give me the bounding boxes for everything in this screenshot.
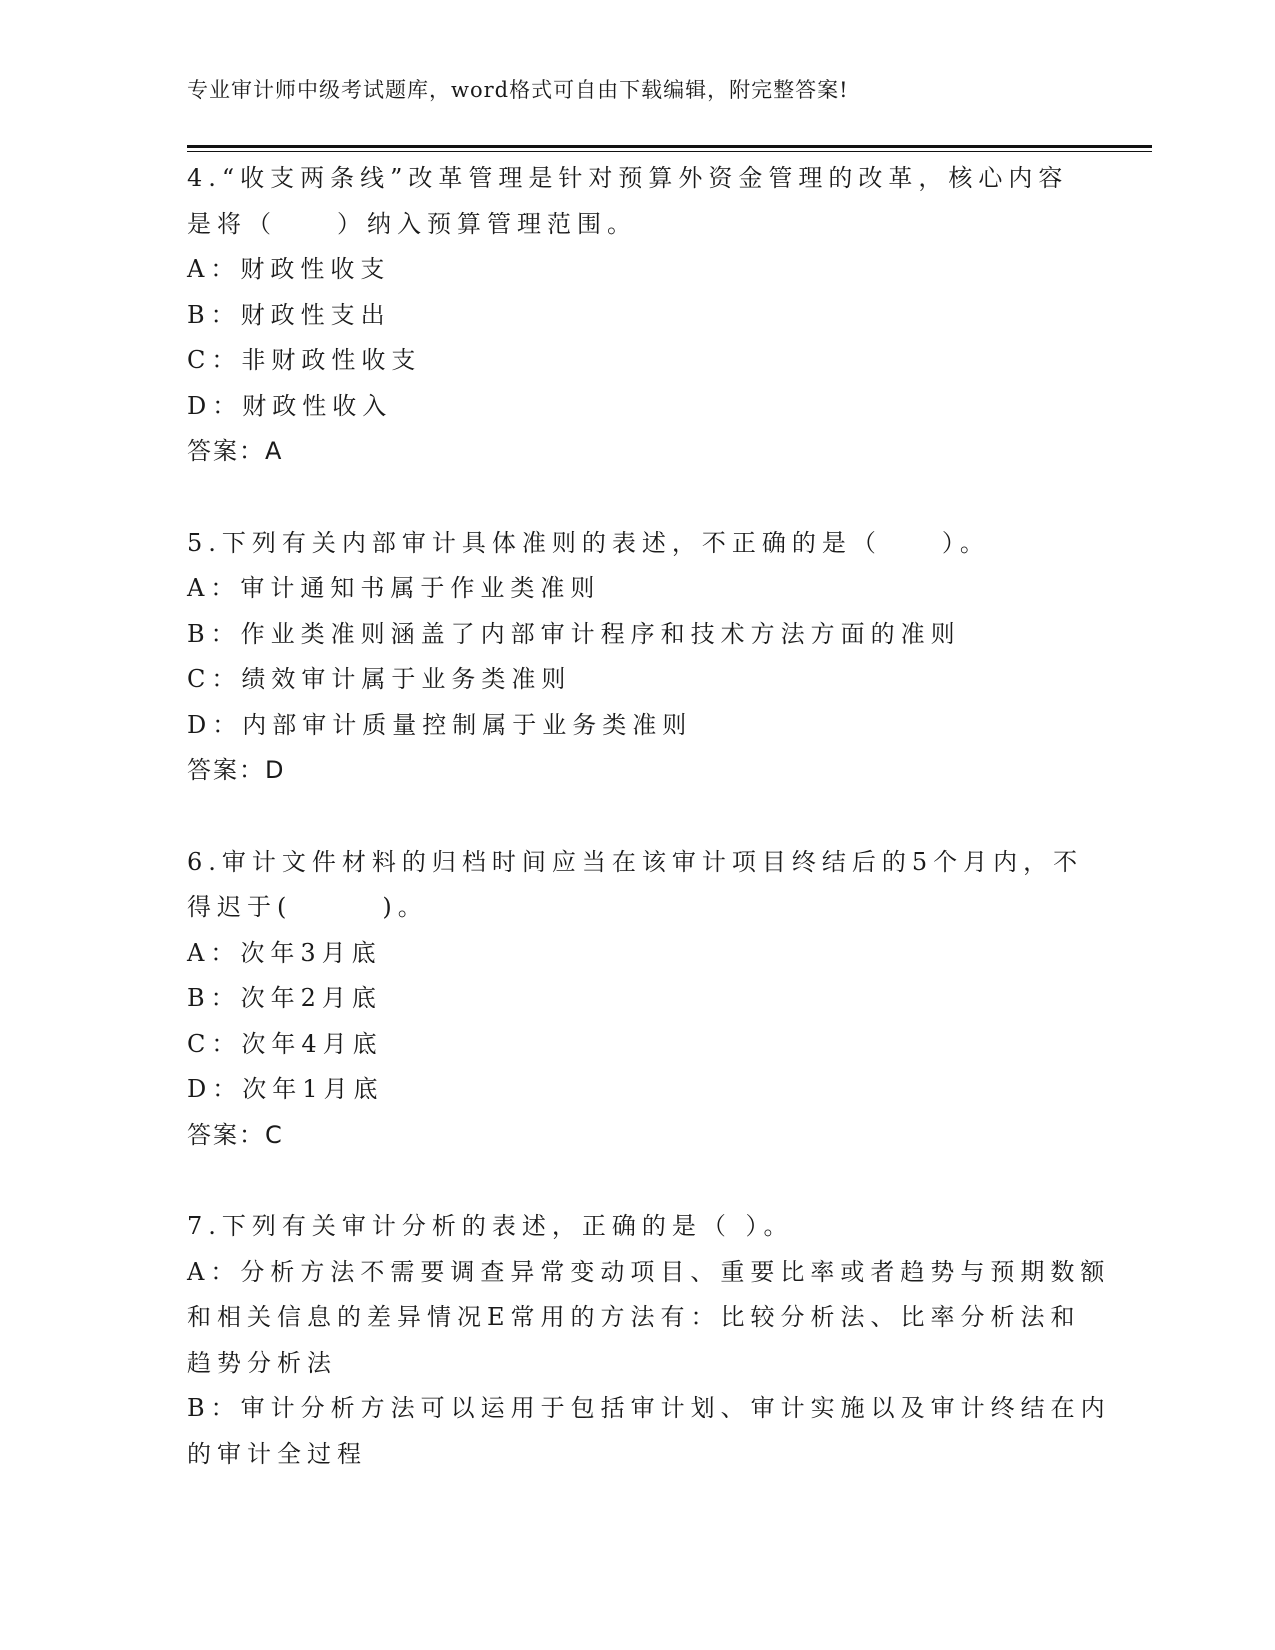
option-c: C：次年4月底 [187, 1029, 383, 1058]
question-stem-line: 得迟于( )。 [187, 893, 428, 921]
question-stem-line: 是将（ ）纳入预算管理范围。 [187, 209, 637, 238]
option-b: B：作业类准则涵盖了内部审计程序和技术方法方面的准则 [187, 619, 961, 648]
question-4 [187, 156, 1087, 475]
option-a: A：次年3月底 [187, 938, 382, 967]
answer-line: 答案：A [187, 437, 284, 465]
option-a-line: 和相关信息的差异情况E常用的方法有：比较分析法、比率分析法和 [187, 1303, 1081, 1331]
option-c: C：绩效审计属于业务类准则 [187, 665, 572, 693]
option-d: D：次年1月底 [187, 1075, 384, 1103]
question-5 [187, 521, 1087, 794]
page-header: 专业审计师中级考试题库，word格式可自由下载编辑，附完整答案! [187, 78, 849, 102]
header-rule-thick [187, 145, 1152, 148]
question-spacer [187, 794, 1087, 840]
question-stem-line: 4.“收支两条线”改革管理是针对预算外资金管理的改革，核心内容 [187, 164, 1069, 192]
option-b-line: 的审计全过程 [187, 1439, 367, 1468]
option-a-line: A：分析方法不需要调查异常变动项目、重要比率或者趋势与预期数额 [187, 1257, 1111, 1286]
option-c: C：非财政性收支 [187, 346, 422, 374]
question-stem-line: 5.下列有关内部审计具体准则的表述，不正确的是（ ）。 [187, 528, 990, 557]
question-7 [187, 1204, 1111, 1477]
question-spacer [187, 475, 1087, 521]
question-stem-line: 7.下列有关审计分析的表述，正确的是（ ）。 [187, 1212, 794, 1240]
option-d: D：财政性收入 [187, 391, 393, 420]
answer-line: 答案：D [187, 756, 286, 784]
question-list [187, 156, 1111, 1477]
option-b: B：财政性支出 [187, 300, 391, 329]
option-a: A：审计通知书属于作业类准则 [187, 574, 601, 602]
option-b: B：次年2月底 [187, 984, 382, 1012]
option-d: D：内部审计质量控制属于业务类准则 [187, 710, 693, 739]
option-b-line: B：审计分析方法可以运用于包括审计划、审计实施以及审计终结在内 [187, 1394, 1111, 1422]
option-a-line: 趋势分析法 [187, 1348, 337, 1377]
question-stem-line: 6.审计文件材料的归档时间应当在该审计项目终结后的5个月内，不 [187, 847, 1084, 876]
question-spacer [187, 1158, 1087, 1204]
header-rule-thin [187, 151, 1152, 152]
option-a: A：财政性收支 [187, 255, 391, 283]
question-6 [187, 840, 1087, 1159]
answer-line: 答案：C [187, 1120, 284, 1149]
